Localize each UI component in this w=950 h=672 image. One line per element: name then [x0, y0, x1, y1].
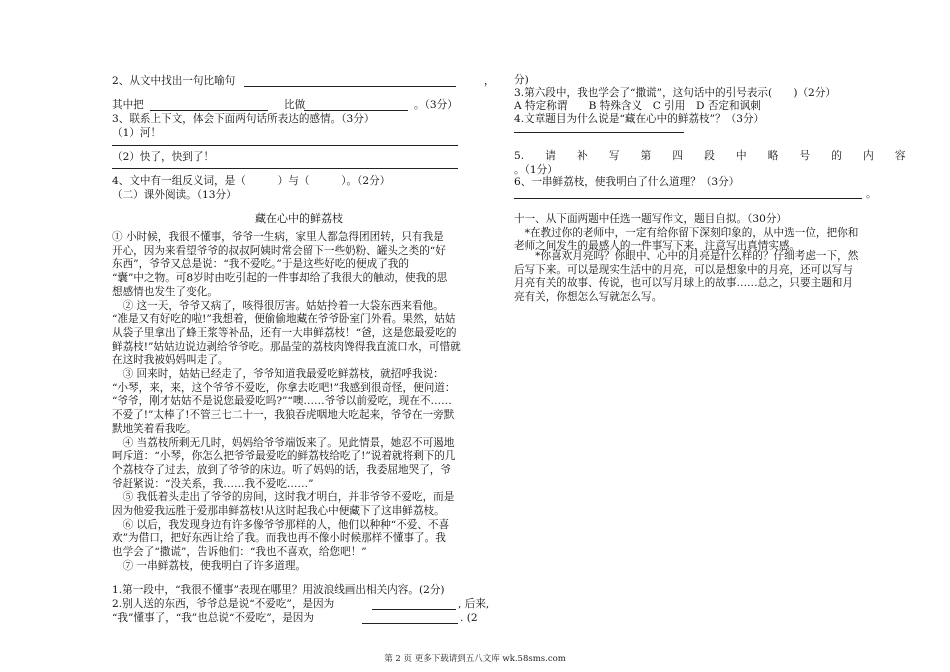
- reading-question-2-b: “我”懂事了，“我”也总说“不爱吃”，是因为: [112, 612, 314, 624]
- reading-question-5-score: 。（1分）: [514, 164, 558, 176]
- answer-line[interactable]: [112, 168, 458, 169]
- passage-line: ③ 回来时，姑姑已经走了，爷爷知道我最爱吃鲜荔枝，就招呼我说：: [112, 368, 444, 380]
- passage-line: 东西”，爷爷又总是说：“我不爱吃。”于是这些好吃的便成了我的: [112, 258, 409, 271]
- question-2-score: 。（3分）: [414, 99, 458, 111]
- reading-question-3-options: A 特定称谓 B 特殊含义 C 引用 D 否定和讽刺: [514, 100, 761, 112]
- section-heading: （二）课外阅读。（13分）: [112, 189, 237, 201]
- reading-question-2-cont: , 后来,: [458, 598, 490, 610]
- question-2-simile: 2、从文中找出一句比喻句: [112, 75, 236, 87]
- essay-option-1: 老师之间发生的最感人的一件事写下来，注意写出真情实感。: [514, 240, 801, 252]
- reading-question-5: 5. 请 补 写 第 四 段 中 略 号 的 内 容: [514, 150, 906, 162]
- essay-option-1: *在教过你的老师中，一定有给你留下深刻印象的，从中选一位，把你和: [514, 227, 859, 239]
- passage-line: 呵斥道：“小琴，你怎么把爷爷最爱吃的鲜荔枝给吃了!”说着就将剩下的几: [112, 450, 456, 463]
- essay-option-2: *你喜欢月亮吗？你眼中、心中的月亮是什么样的？仔细考虑一下，然: [514, 250, 859, 262]
- answer-line[interactable]: [112, 145, 458, 146]
- passage-line: 欢”为借口，把好东西让给了我。而我也再不像小时候那样不懂事了。我: [112, 532, 446, 545]
- passage-line: ⑥ 以后，我发现身边有许多像爷爷那样的人，他们以种种“不爱、不喜: [112, 518, 450, 531]
- question-2-comma: ，: [484, 75, 495, 87]
- passage-line: ⑦ 一串鲜荔枝，使我明白了许多道理。: [112, 559, 307, 572]
- passage-line: “小琴，来，来，这个爷爷不爱吃，你拿去吃吧!”我感到很奇怪，便问道：: [112, 381, 456, 394]
- reading-question-2: 2.别人送的东西，爷爷总是说“不爱吃”，是因为: [112, 598, 335, 610]
- essay-option-2: 亮有关，你想怎么写就怎么写。: [514, 290, 663, 303]
- answer-line[interactable]: [304, 110, 408, 111]
- answer-line[interactable]: [514, 132, 684, 133]
- passage-line: ② 这一天，爷爷又病了，咳得很厉害。姑姑拎着一大袋东西来看他。: [112, 299, 444, 312]
- passage-line: 想感情也发生了变化。: [112, 285, 218, 298]
- question-3: 3、联系上下文，体会下面两句话所表达的感情。（3分）: [112, 113, 375, 125]
- question-2-object: 其中把: [112, 99, 144, 111]
- passage-title: 藏在心中的鲜荔枝: [255, 212, 343, 225]
- answer-line[interactable]: [150, 110, 268, 111]
- reading-question-4: 4.文章题目为什么说是“藏在心中的鲜荔枝”？（3分）: [514, 113, 765, 125]
- reading-question-2-score: . (2: [460, 612, 478, 624]
- essay-option-2: 后写下来。可以是现实生活中的月亮，可以是想象中的月亮，还可以写与: [514, 263, 853, 276]
- question-2-compare: 比做: [284, 99, 306, 111]
- passage-line: 默地笑着看我吃。: [112, 422, 197, 435]
- passage-line: “准是又有好吃的啦!”我想着，便偷偷地藏在爷爷卧室门外看。果然，姑姑: [112, 313, 456, 326]
- reading-question-6: 6、一串鲜荔枝，使我明白了什么道理？（3分）: [514, 176, 740, 188]
- answer-line[interactable]: [362, 623, 458, 624]
- reading-question-3: 3.第六段中，我也学会了“撒谎”，这句话中的引号表示( )（2分）: [514, 87, 836, 99]
- passage-line: ① 小时候，我很不懂事，爷爷一生病，家里人都急得团团转，只有我是: [112, 231, 444, 243]
- reading-question-6-end: 。: [866, 188, 877, 200]
- passage-line: 在这时我被妈妈叫走了。: [112, 354, 229, 367]
- passage-line: “爷爷，刚才姑姑不是说您最爱吃吗?”“噢……爷爷以前爱吃，现在不……: [112, 395, 452, 408]
- reading-question-1: 1.第一段中，“我很不懂事”表现在哪里？用波浪线画出相关内容。(2分): [112, 584, 445, 596]
- passage-line: 开心，因为来看望爷爷的叔叔阿姨时常会留下一些奶粉、罐头之类的“好: [112, 244, 446, 257]
- passage-line: 也学会了“撒谎”，告诉他们：“我也不喜欢，给您吧！”: [112, 546, 367, 559]
- answer-line[interactable]: [514, 198, 862, 199]
- essay-option-2: 月亮有关的故事、传说，也可以写月球上的故事……总之，只要主题和月: [514, 277, 853, 289]
- answer-line[interactable]: [244, 86, 456, 87]
- passage-line: ⑤ 我低着头走出了爷爷的房间，这时我才明白，并非爷爷不爱吃，而是: [112, 491, 455, 504]
- passage-line: 爷赶紧说：“没关系，我……我不爱吃……”: [112, 477, 314, 490]
- score-continuation: 分): [514, 74, 529, 86]
- question-4: 4、文中有一组反义词，是（ ）与（ ）。（2分）: [112, 175, 391, 187]
- answer-line[interactable]: [372, 609, 456, 610]
- passage-line: 个荔枝夺了过去，放到了爷爷的床边。听了妈妈的话，我委屈地哭了，爷: [112, 463, 451, 476]
- passage-line: 不爱了!”太棒了!不管三七二十一，我狼吞虎咽地大吃起来，爷爷在一旁默: [112, 409, 455, 422]
- question-3-item-2: （2）快了，快到了！: [112, 151, 215, 163]
- passage-line: 因为他爱我远胜于爱那串鲜荔枝!从这时起我心中便藏下了这串鲜荔枝。: [112, 505, 445, 517]
- passage-line: ④ 当荔枝所剩无几时，妈妈给爷爷端饭来了。见此情景，她忍不可遏地: [112, 436, 455, 449]
- question-3-item-1: （1）河！: [112, 127, 162, 139]
- passage-line: 从袋子里拿出了蜂王浆等补品，还有一大串鲜荔枝！“爸，这是您最爱吃的: [112, 326, 457, 339]
- passage-line: 鲜荔枝!”姑姑边说边剥给爷爷吃。那晶莹的荔枝肉馋得我直流口水，可惜就: [112, 340, 461, 353]
- page-footer: 第 2 页 更多下载请到五八文库 wk.58sms.com: [384, 654, 566, 664]
- composition-heading: 十一、从下面两题中任选一题写作文，题目自拟。（30分）: [514, 213, 788, 225]
- passage-line: “囊”中之物。可8岁时由吃引起的一件事却给了我很大的触动，使我的思: [112, 272, 448, 285]
